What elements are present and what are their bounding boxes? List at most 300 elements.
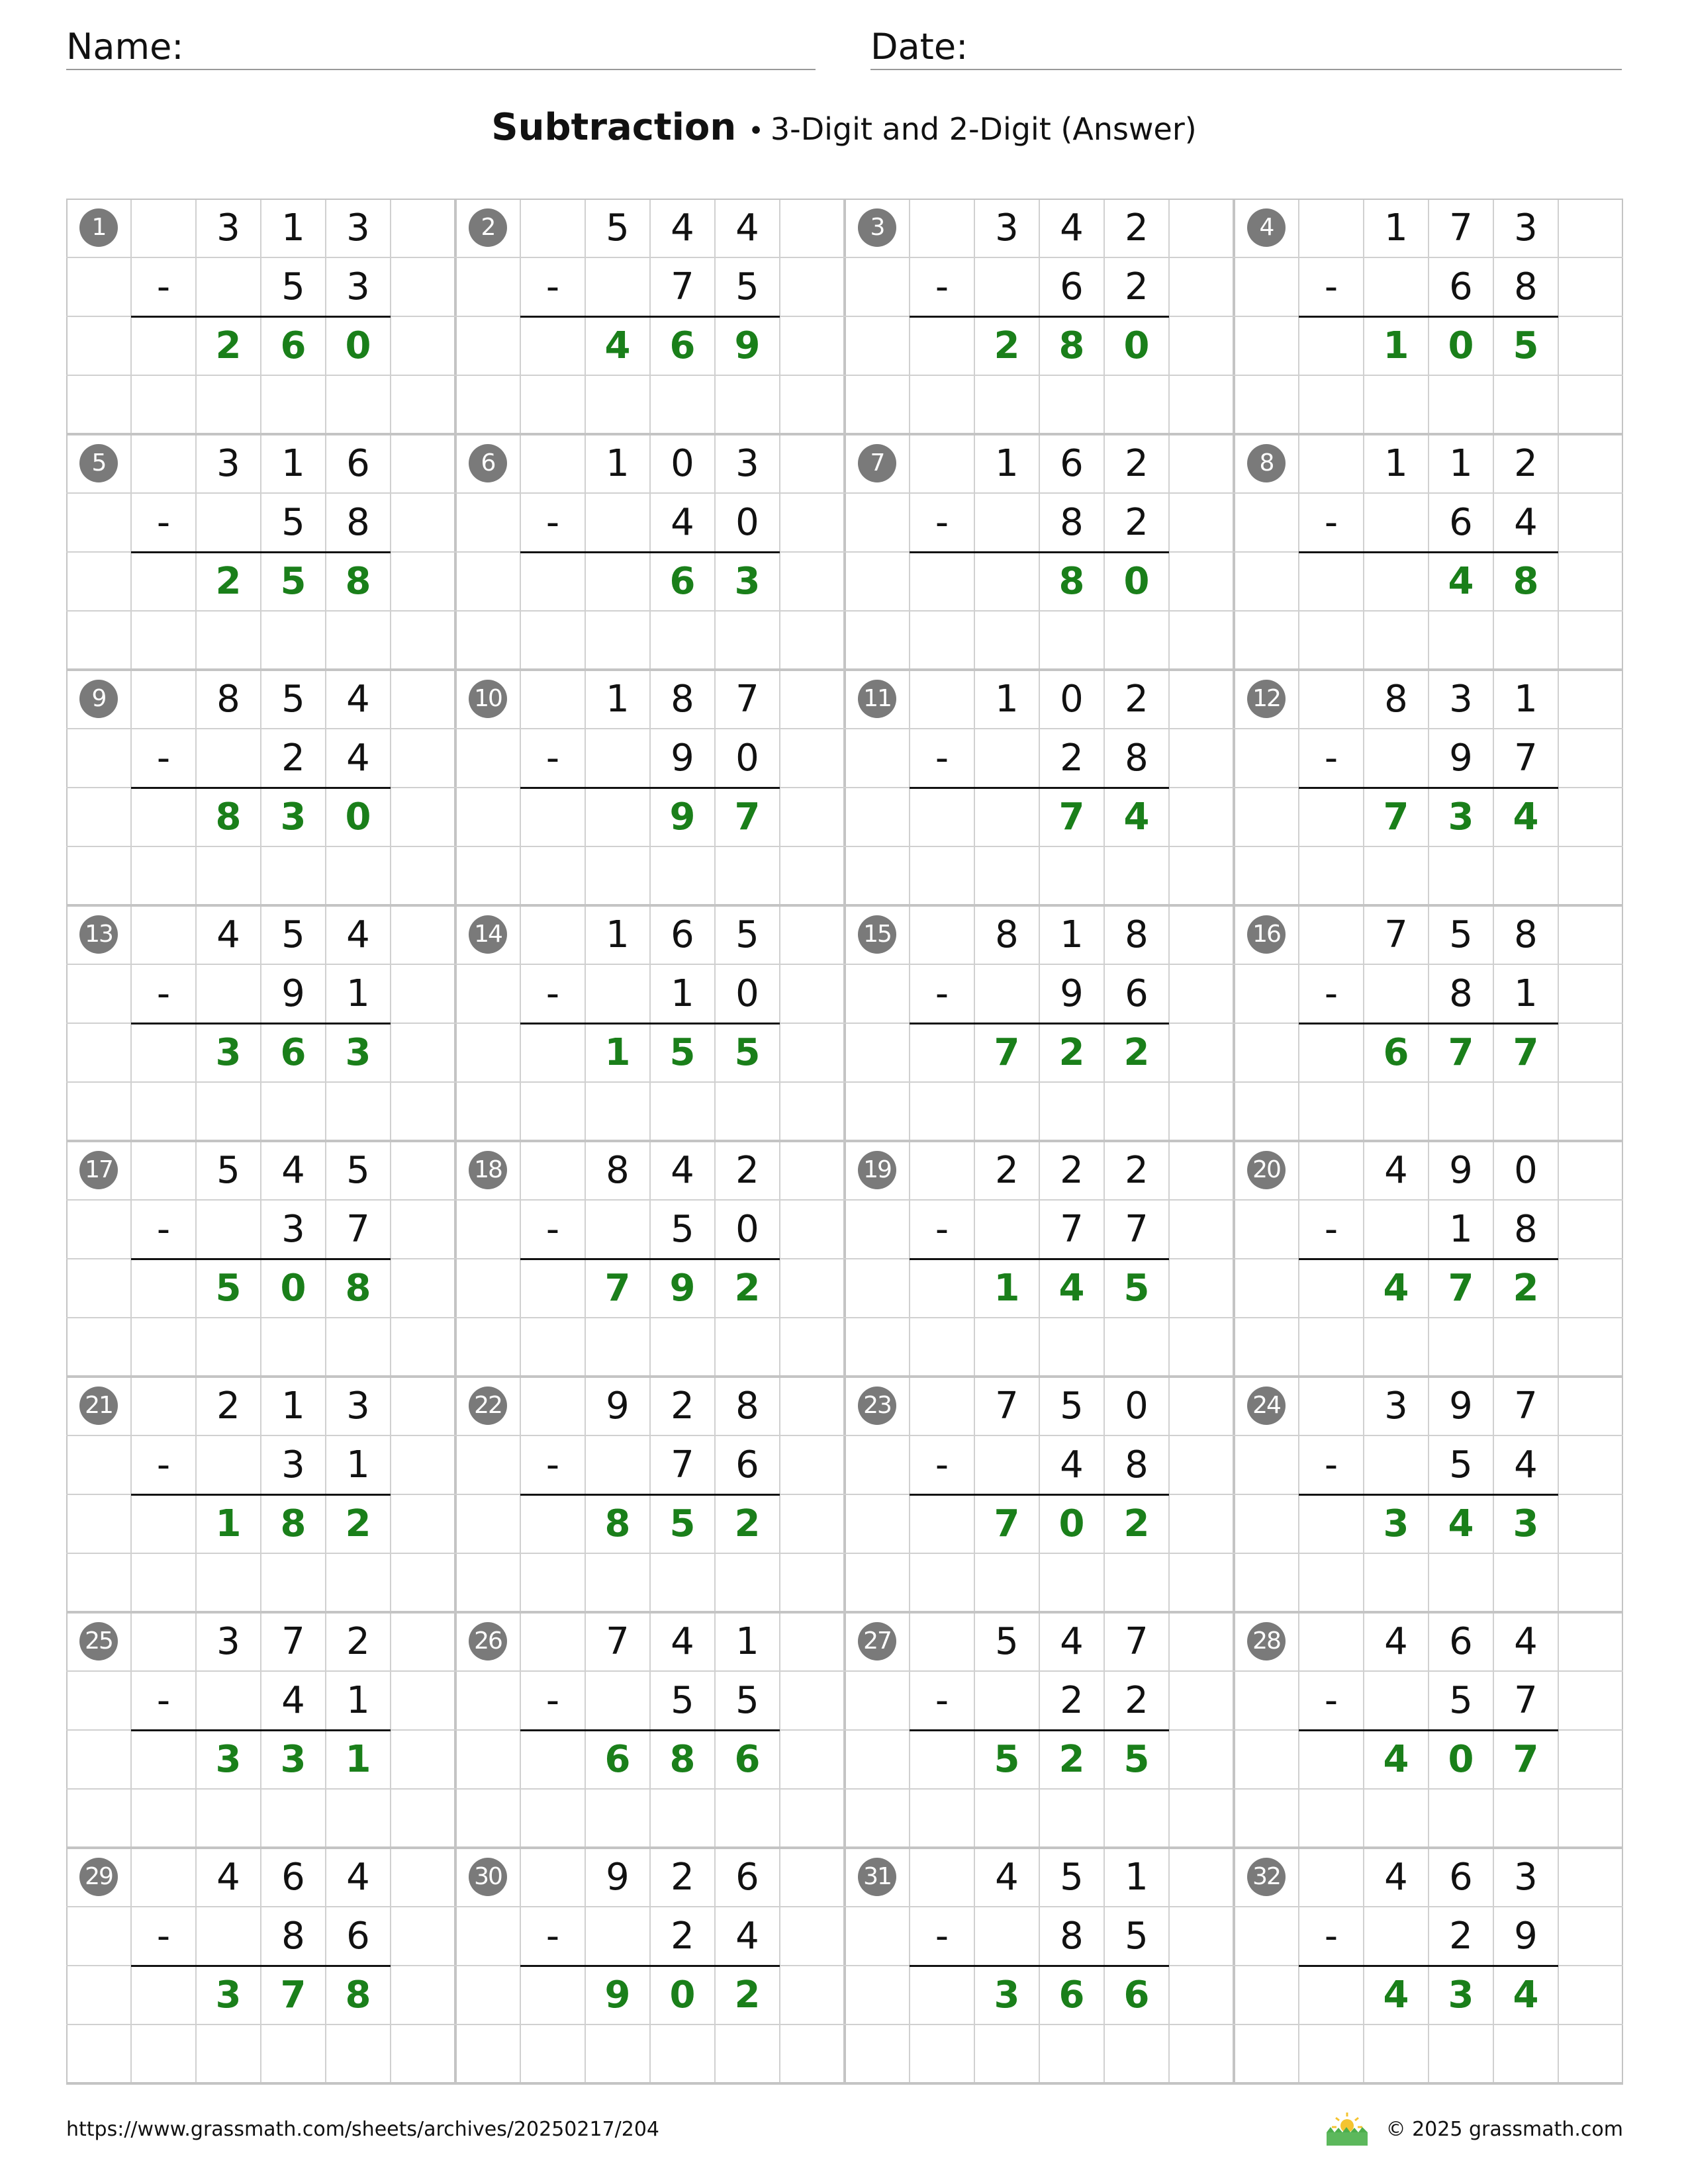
minuend-digit: 4 xyxy=(735,206,759,250)
minuend-digit: 3 xyxy=(1514,1856,1538,1899)
minus-sign: - xyxy=(1324,1208,1338,1251)
subtrahend-digit: 8 xyxy=(1125,1443,1149,1486)
minuend-digit: 4 xyxy=(995,1856,1019,1899)
footer-copyright: © 2025 grassmath.com xyxy=(1385,2118,1623,2141)
minuend-digit: 6 xyxy=(346,442,370,485)
minuend-digit: 6 xyxy=(735,1856,759,1899)
answer-digit: 0 xyxy=(669,1974,696,2017)
minuend-digit: 9 xyxy=(606,1856,630,1899)
answer-digit: 5 xyxy=(669,1031,696,1074)
answer-digit: 2 xyxy=(1513,1267,1539,1310)
minuend-digit: 2 xyxy=(995,1149,1019,1192)
answer-digit: 2 xyxy=(1123,1502,1150,1545)
name-label: Name: xyxy=(66,26,184,68)
subtrahend-digit: 1 xyxy=(346,1443,370,1486)
answer-digit: 2 xyxy=(215,560,242,603)
minus-sign: - xyxy=(545,1443,560,1486)
minuend-digit: 2 xyxy=(346,1620,370,1663)
answer-digit: 0 xyxy=(1123,324,1150,367)
minus-sign: - xyxy=(935,1443,949,1486)
subtrahend-digit: 3 xyxy=(281,1443,305,1486)
answer-digit: 5 xyxy=(215,1267,242,1310)
minus-sign: - xyxy=(935,1208,949,1251)
subtrahend-digit: 5 xyxy=(1449,1443,1473,1486)
minus-sign: - xyxy=(156,265,171,308)
minus-sign: - xyxy=(545,1915,560,1958)
minuend-digit: 2 xyxy=(1125,206,1149,250)
problem-number-badge: 17 xyxy=(79,1151,118,1189)
answer-digit: 0 xyxy=(345,796,371,839)
answer-digit: 6 xyxy=(734,1738,761,1781)
minuend-digit: 4 xyxy=(1384,1620,1408,1663)
minus-sign: - xyxy=(935,265,949,308)
answer-digit: 8 xyxy=(669,1738,696,1781)
subtrahend-digit: 8 xyxy=(1514,265,1538,308)
minuend-digit: 2 xyxy=(216,1385,240,1428)
answer-digit: 6 xyxy=(280,1031,306,1074)
minuend-digit: 1 xyxy=(1384,206,1408,250)
answer-digit: 9 xyxy=(604,1974,631,2017)
answer-digit: 7 xyxy=(280,1974,306,2017)
title-separator: • xyxy=(748,116,764,146)
problem-number-badge: 8 xyxy=(1247,444,1286,482)
minuend-digit: 5 xyxy=(281,913,305,956)
minuend-digit: 5 xyxy=(346,1149,370,1192)
answer-digit: 6 xyxy=(669,560,696,603)
problem-number-badge: 3 xyxy=(858,208,896,247)
minuend-digit: 4 xyxy=(346,1856,370,1899)
answer-digit: 6 xyxy=(669,324,696,367)
minuend-digit: 2 xyxy=(1125,442,1149,485)
minus-sign: - xyxy=(935,1679,949,1722)
answer-digit: 8 xyxy=(1513,560,1539,603)
subtrahend-digit: 0 xyxy=(735,972,759,1015)
answer-digit: 4 xyxy=(1383,1738,1409,1781)
problem-number-badge: 14 xyxy=(469,915,507,954)
minus-sign: - xyxy=(1324,1679,1338,1722)
problem-number-badge: 20 xyxy=(1247,1151,1286,1189)
minuend-digit: 1 xyxy=(995,442,1019,485)
problem-number-badge: 15 xyxy=(858,915,896,954)
answer-digit: 8 xyxy=(1058,560,1085,603)
subtrahend-digit: 8 xyxy=(1060,1915,1084,1958)
problem-number-badge: 16 xyxy=(1247,915,1286,954)
minuend-digit: 1 xyxy=(281,206,305,250)
minuend-digit: 3 xyxy=(216,442,240,485)
minuend-digit: 4 xyxy=(1384,1149,1408,1192)
answer-digit: 4 xyxy=(1123,796,1150,839)
minuend-digit: 8 xyxy=(606,1149,630,1192)
minuend-digit: 4 xyxy=(671,206,694,250)
answer-digit: 3 xyxy=(1383,1502,1409,1545)
problem-number-badge: 24 xyxy=(1247,1387,1286,1425)
problem-number-badge: 27 xyxy=(858,1622,896,1661)
subtrahend-digit: 4 xyxy=(281,1679,305,1722)
answer-digit: 4 xyxy=(604,324,631,367)
answer-digit: 8 xyxy=(215,796,242,839)
answer-digit: 8 xyxy=(345,560,371,603)
minuend-digit: 9 xyxy=(1449,1149,1473,1192)
subtrahend-digit: 8 xyxy=(1060,501,1084,544)
minuend-digit: 7 xyxy=(606,1620,630,1663)
answer-digit: 8 xyxy=(280,1502,306,1545)
minuend-digit: 4 xyxy=(346,913,370,956)
minuend-digit: 0 xyxy=(1514,1149,1538,1192)
problem-number-badge: 22 xyxy=(469,1387,507,1425)
subtrahend-digit: 8 xyxy=(346,501,370,544)
subtrahend-digit: 5 xyxy=(671,1679,694,1722)
minuend-digit: 6 xyxy=(671,913,694,956)
answer-digit: 2 xyxy=(1058,1738,1085,1781)
minuend-digit: 9 xyxy=(606,1385,630,1428)
minus-sign: - xyxy=(935,972,949,1015)
minuend-digit: 1 xyxy=(735,1620,759,1663)
answer-digit: 5 xyxy=(994,1738,1020,1781)
minuend-digit: 3 xyxy=(1449,678,1473,721)
minuend-digit: 4 xyxy=(1514,1620,1538,1663)
minuend-digit: 1 xyxy=(1384,442,1408,485)
problem-number-badge: 29 xyxy=(79,1858,118,1896)
problem-number-badge: 21 xyxy=(79,1387,118,1425)
subtrahend-digit: 6 xyxy=(1449,501,1473,544)
minuend-digit: 1 xyxy=(606,913,630,956)
answer-digit: 4 xyxy=(1513,1974,1539,2017)
subtrahend-digit: 1 xyxy=(346,1679,370,1722)
minuend-digit: 0 xyxy=(1060,678,1084,721)
minuend-digit: 7 xyxy=(1384,913,1408,956)
minuend-digit: 2 xyxy=(1125,1149,1149,1192)
minuend-digit: 8 xyxy=(1125,913,1149,956)
answer-digit: 2 xyxy=(345,1502,371,1545)
answer-digit: 4 xyxy=(1058,1267,1085,1310)
minuend-digit: 5 xyxy=(1449,913,1473,956)
minus-sign: - xyxy=(1324,972,1338,1015)
subtrahend-digit: 6 xyxy=(1125,972,1149,1015)
answer-digit: 3 xyxy=(280,796,306,839)
minuend-digit: 8 xyxy=(995,913,1019,956)
name-field[interactable] xyxy=(66,25,816,70)
subtrahend-digit: 7 xyxy=(671,1443,694,1486)
minuend-digit: 8 xyxy=(671,678,694,721)
answer-digit: 0 xyxy=(345,324,371,367)
subtrahend-digit: 4 xyxy=(1514,1443,1538,1486)
minus-sign: - xyxy=(545,972,560,1015)
problem-number-badge: 9 xyxy=(79,680,118,718)
minuend-digit: 4 xyxy=(281,1149,305,1192)
answer-digit: 7 xyxy=(994,1502,1020,1545)
minus-sign: - xyxy=(156,972,171,1015)
minus-sign: - xyxy=(545,737,560,780)
minus-sign: - xyxy=(1324,737,1338,780)
answer-digit: 2 xyxy=(215,324,242,367)
answer-digit: 2 xyxy=(734,1502,761,1545)
answer-digit: 6 xyxy=(280,324,306,367)
subtrahend-digit: 1 xyxy=(1449,1208,1473,1251)
answer-digit: 0 xyxy=(1448,324,1474,367)
subtrahend-digit: 9 xyxy=(281,972,305,1015)
problem-number-badge: 23 xyxy=(858,1387,896,1425)
answer-digit: 5 xyxy=(280,560,306,603)
answer-digit: 3 xyxy=(994,1974,1020,2017)
answer-digit: 5 xyxy=(1123,1738,1150,1781)
minuend-digit: 5 xyxy=(995,1620,1019,1663)
minuend-digit: 3 xyxy=(216,1620,240,1663)
answer-digit: 6 xyxy=(1123,1974,1150,2017)
minuend-digit: 8 xyxy=(216,678,240,721)
subtrahend-digit: 8 xyxy=(1125,737,1149,780)
subtrahend-digit: 9 xyxy=(1060,972,1084,1015)
minuend-digit: 3 xyxy=(1514,206,1538,250)
subtrahend-digit: 8 xyxy=(281,1915,305,1958)
subtrahend-digit: 8 xyxy=(1514,1208,1538,1251)
minus-sign: - xyxy=(545,1679,560,1722)
answer-digit: 0 xyxy=(1123,560,1150,603)
subtrahend-digit: 4 xyxy=(735,1915,759,1958)
subtrahend-digit: 2 xyxy=(1125,1679,1149,1722)
answer-digit: 1 xyxy=(215,1502,242,1545)
subtrahend-digit: 5 xyxy=(1125,1915,1149,1958)
minuend-digit: 6 xyxy=(1060,442,1084,485)
problem-number-badge: 30 xyxy=(469,1858,507,1896)
answer-digit: 0 xyxy=(1448,1738,1474,1781)
minus-sign: - xyxy=(1324,265,1338,308)
minuend-digit: 4 xyxy=(216,1856,240,1899)
answer-digit: 9 xyxy=(669,796,696,839)
subtrahend-digit: 4 xyxy=(671,501,694,544)
answer-digit: 3 xyxy=(734,560,761,603)
answer-digit: 6 xyxy=(604,1738,631,1781)
subtrahend-digit: 5 xyxy=(735,1679,759,1722)
answer-digit: 5 xyxy=(1123,1267,1150,1310)
answer-digit: 9 xyxy=(734,324,761,367)
minuend-digit: 7 xyxy=(1449,206,1473,250)
subtrahend-digit: 1 xyxy=(671,972,694,1015)
subtrahend-digit: 7 xyxy=(1060,1208,1084,1251)
minuend-digit: 6 xyxy=(281,1856,305,1899)
subtrahend-digit: 2 xyxy=(671,1915,694,1958)
subtrahend-digit: 1 xyxy=(346,972,370,1015)
minuend-digit: 7 xyxy=(281,1620,305,1663)
answer-digit: 7 xyxy=(734,796,761,839)
problem-number-badge: 26 xyxy=(469,1622,507,1661)
grass-sun-logo-icon xyxy=(1324,2110,1370,2147)
problem-number-badge: 5 xyxy=(79,444,118,482)
answer-digit: 6 xyxy=(1383,1031,1409,1074)
minuend-digit: 2 xyxy=(671,1385,694,1428)
subtrahend-digit: 7 xyxy=(346,1208,370,1251)
minuend-digit: 5 xyxy=(1060,1856,1084,1899)
subtrahend-digit: 7 xyxy=(1514,737,1538,780)
answer-digit: 4 xyxy=(1448,1502,1474,1545)
minuend-digit: 8 xyxy=(1384,678,1408,721)
subtrahend-digit: 4 xyxy=(346,737,370,780)
subtrahend-digit: 7 xyxy=(1125,1208,1149,1251)
subtrahend-digit: 4 xyxy=(1514,501,1538,544)
answer-digit: 3 xyxy=(345,1031,371,1074)
answer-digit: 4 xyxy=(1383,1974,1409,2017)
answer-digit: 7 xyxy=(604,1267,631,1310)
minus-sign: - xyxy=(935,737,949,780)
minuend-digit: 1 xyxy=(1125,1856,1149,1899)
problem-number-badge: 2 xyxy=(469,208,507,247)
minus-sign: - xyxy=(1324,501,1338,544)
answer-digit: 2 xyxy=(734,1267,761,1310)
minus-sign: - xyxy=(935,501,949,544)
minuend-digit: 7 xyxy=(1514,1385,1538,1428)
minuend-digit: 8 xyxy=(1514,913,1538,956)
subtrahend-digit: 5 xyxy=(735,265,759,308)
minuend-digit: 4 xyxy=(1384,1856,1408,1899)
answer-digit: 7 xyxy=(1513,1738,1539,1781)
minuend-digit: 1 xyxy=(281,1385,305,1428)
subtrahend-digit: 9 xyxy=(671,737,694,780)
problem-number-badge: 31 xyxy=(858,1858,896,1896)
date-label: Date: xyxy=(870,26,968,68)
minus-sign: - xyxy=(545,265,560,308)
subtrahend-digit: 8 xyxy=(1449,972,1473,1015)
subtrahend-digit: 7 xyxy=(1514,1679,1538,1722)
subtrahend-digit: 5 xyxy=(671,1208,694,1251)
subtrahend-digit: 2 xyxy=(1060,1679,1084,1722)
subtrahend-digit: 2 xyxy=(1060,737,1084,780)
minuend-digit: 7 xyxy=(995,1385,1019,1428)
minuend-digit: 5 xyxy=(735,913,759,956)
minus-sign: - xyxy=(1324,1443,1338,1486)
subtrahend-digit: 3 xyxy=(346,265,370,308)
answer-digit: 1 xyxy=(994,1267,1020,1310)
answer-digit: 1 xyxy=(604,1031,631,1074)
minus-sign: - xyxy=(156,1915,171,1958)
minus-sign: - xyxy=(156,1443,171,1486)
answer-digit: 8 xyxy=(345,1267,371,1310)
answer-digit: 3 xyxy=(280,1738,306,1781)
problem-number-badge: 25 xyxy=(79,1622,118,1661)
subtrahend-digit: 9 xyxy=(1449,737,1473,780)
problem-number-badge: 28 xyxy=(1247,1622,1286,1661)
subtrahend-digit: 2 xyxy=(281,737,305,780)
title-main: Subtraction xyxy=(491,106,737,149)
minuend-digit: 2 xyxy=(1125,678,1149,721)
minus-sign: - xyxy=(156,1679,171,1722)
answer-digit: 0 xyxy=(280,1267,306,1310)
answer-digit: 7 xyxy=(1448,1031,1474,1074)
minuend-digit: 1 xyxy=(1514,678,1538,721)
minus-sign: - xyxy=(545,1208,560,1251)
minuend-digit: 0 xyxy=(1125,1385,1149,1428)
minuend-digit: 1 xyxy=(606,678,630,721)
answer-digit: 9 xyxy=(669,1267,696,1310)
subtrahend-digit: 6 xyxy=(1060,265,1084,308)
minuend-digit: 7 xyxy=(1125,1620,1149,1663)
answer-digit: 3 xyxy=(215,1031,242,1074)
answer-digit: 7 xyxy=(1058,796,1085,839)
answer-digit: 4 xyxy=(1513,796,1539,839)
answer-digit: 1 xyxy=(1383,324,1409,367)
subtrahend-digit: 2 xyxy=(1449,1915,1473,1958)
footer-url[interactable]: https://www.grassmath.com/sheets/archives/20250217/204 xyxy=(66,2118,660,2141)
minus-sign: - xyxy=(1324,1915,1338,1958)
subtrahend-digit: 6 xyxy=(1449,265,1473,308)
problem-number-badge: 12 xyxy=(1247,680,1286,718)
problem-number-badge: 19 xyxy=(858,1151,896,1189)
answer-digit: 7 xyxy=(1383,796,1409,839)
title-subtitle: 3-Digit and 2-Digit (Answer) xyxy=(770,111,1197,147)
minuend-digit: 5 xyxy=(216,1149,240,1192)
minuend-digit: 4 xyxy=(216,913,240,956)
problem-number-badge: 7 xyxy=(858,444,896,482)
problem-number-badge: 32 xyxy=(1247,1858,1286,1896)
subtrahend-digit: 7 xyxy=(671,265,694,308)
minuend-digit: 5 xyxy=(606,206,630,250)
minuend-digit: 0 xyxy=(671,442,694,485)
minuend-digit: 1 xyxy=(281,442,305,485)
worksheet-title xyxy=(0,106,1688,149)
minus-sign: - xyxy=(156,501,171,544)
answer-digit: 8 xyxy=(345,1974,371,2017)
minuend-digit: 7 xyxy=(735,678,759,721)
answer-digit: 5 xyxy=(669,1502,696,1545)
minuend-digit: 6 xyxy=(1449,1620,1473,1663)
minuend-digit: 1 xyxy=(995,678,1019,721)
minus-sign: - xyxy=(156,737,171,780)
answer-digit: 8 xyxy=(1058,324,1085,367)
answer-digit: 6 xyxy=(1058,1974,1085,2017)
answer-digit: 3 xyxy=(215,1974,242,2017)
minuend-digit: 4 xyxy=(671,1149,694,1192)
answer-digit: 4 xyxy=(1448,560,1474,603)
answer-digit: 2 xyxy=(734,1974,761,2017)
problem-number-badge: 18 xyxy=(469,1151,507,1189)
minuend-digit: 1 xyxy=(1449,442,1473,485)
subtrahend-digit: 0 xyxy=(735,737,759,780)
subtrahend-digit: 9 xyxy=(1514,1915,1538,1958)
minuend-digit: 3 xyxy=(1384,1385,1408,1428)
subtrahend-digit: 5 xyxy=(1449,1679,1473,1722)
answer-digit: 3 xyxy=(1448,796,1474,839)
minus-sign: - xyxy=(545,501,560,544)
subtrahend-digit: 0 xyxy=(735,501,759,544)
problem-grid xyxy=(66,199,1623,2089)
subtrahend-digit: 5 xyxy=(281,501,305,544)
minuend-digit: 3 xyxy=(346,1385,370,1428)
answer-digit: 2 xyxy=(1058,1031,1085,1074)
minuend-digit: 2 xyxy=(671,1856,694,1899)
minuend-digit: 2 xyxy=(1514,442,1538,485)
minuend-digit: 4 xyxy=(671,1620,694,1663)
minuend-digit: 3 xyxy=(346,206,370,250)
minuend-digit: 1 xyxy=(606,442,630,485)
minuend-digit: 2 xyxy=(1060,1149,1084,1192)
minuend-digit: 5 xyxy=(1060,1385,1084,1428)
minuend-digit: 3 xyxy=(995,206,1019,250)
answer-digit: 1 xyxy=(345,1738,371,1781)
answer-digit: 5 xyxy=(734,1031,761,1074)
subtrahend-digit: 5 xyxy=(281,265,305,308)
problem-number-badge: 11 xyxy=(858,680,896,718)
problem-number-badge: 10 xyxy=(469,680,507,718)
subtrahend-digit: 4 xyxy=(1060,1443,1084,1486)
answer-digit: 3 xyxy=(1513,1502,1539,1545)
problem-number-badge: 4 xyxy=(1247,208,1286,247)
answer-digit: 5 xyxy=(1513,324,1539,367)
minus-sign: - xyxy=(935,1915,949,1958)
problem-number-badge: 6 xyxy=(469,444,507,482)
answer-digit: 7 xyxy=(1513,1031,1539,1074)
date-field[interactable] xyxy=(870,25,1622,70)
answer-digit: 4 xyxy=(1383,1267,1409,1310)
minuend-digit: 2 xyxy=(735,1149,759,1192)
minuend-digit: 3 xyxy=(216,206,240,250)
